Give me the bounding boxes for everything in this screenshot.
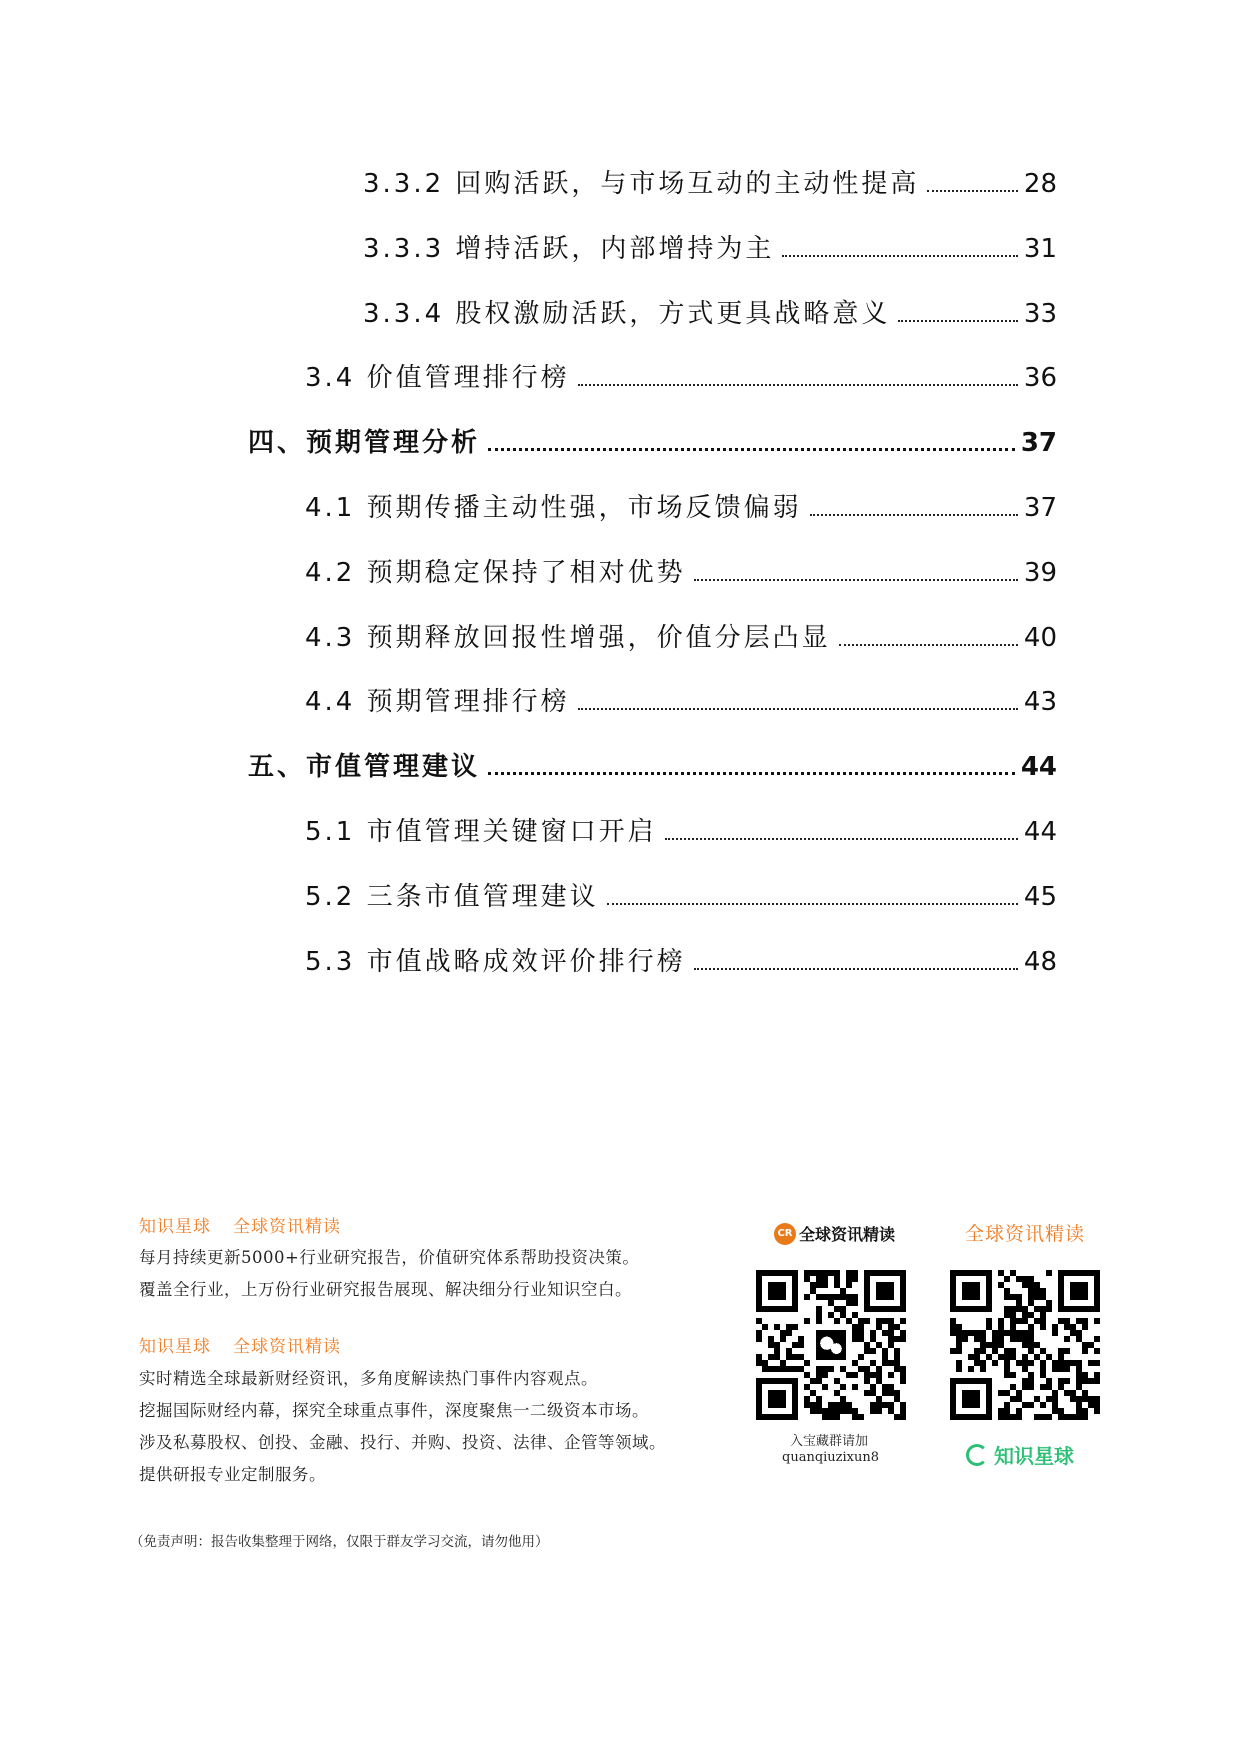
toc-entry[interactable] <box>248 746 1057 786</box>
toc-entry-title: 3.4 价值管理排行榜 <box>305 363 570 394</box>
toc-dot-leader <box>898 320 1017 322</box>
toc-entry-page: 36 <box>1023 363 1057 394</box>
toc-entry-page: 39 <box>1023 557 1057 588</box>
qr-left-caption-1: 入宝藏群请加 <box>790 1434 869 1449</box>
toc-dot-leader <box>578 708 1018 710</box>
toc-entry-page: 33 <box>1023 298 1057 329</box>
toc-entry-page: 37 <box>1023 493 1057 523</box>
block2-line-1: 实时精选全球最新财经资讯，多角度解读热门事件内容观点。 <box>139 1369 598 1388</box>
toc-entry[interactable] <box>248 422 1057 462</box>
toc-entry-page: 28 <box>1023 169 1057 199</box>
block1-line-2: 覆盖全行业，上万份行业研究报告展现、解决细分行业知识空白。 <box>139 1280 632 1299</box>
toc-dot-leader <box>927 190 1017 192</box>
toc-entry[interactable] <box>305 681 1057 721</box>
toc-entry-page: 40 <box>1023 622 1057 653</box>
toc-dot-leader <box>488 772 1015 775</box>
toc-entry-page: 45 <box>1023 881 1057 912</box>
toc-entry[interactable] <box>305 617 1057 657</box>
toc-dot-leader <box>694 968 1018 970</box>
toc-entry[interactable] <box>305 811 1057 851</box>
toc-entry-title: 5.3 市值战略成效评价排行榜 <box>305 946 686 977</box>
toc-entry-title: 3.3.3 增持活跃，内部增持为主 <box>363 233 775 264</box>
toc-entry-title: 4.4 预期管理排行榜 <box>305 687 570 718</box>
toc-entry[interactable] <box>305 552 1057 592</box>
toc-entry-title: 四、预期管理分析 <box>248 428 481 459</box>
block1-heading-a: 知识星球 <box>139 1217 211 1237</box>
toc-entry-page: 31 <box>1023 233 1057 264</box>
zsxq-logo-icon <box>966 1444 988 1466</box>
toc-dot-leader <box>665 838 1018 840</box>
qr-left-caption-2: quanqiuzixun8 <box>782 1450 880 1465</box>
toc-dot-leader <box>810 514 1018 516</box>
toc-entry-page: 44 <box>1023 817 1057 847</box>
block2-line-3: 涉及私募股权、创投、金融、投行、并购、投资、法律、企管等领域。 <box>139 1433 666 1452</box>
toc-dot-leader <box>488 448 1015 451</box>
toc-entry-title: 3.3.4 股权激励活跃，方式更具战略意义 <box>363 298 891 329</box>
toc-entry-title: 4.2 预期稳定保持了相对优势 <box>305 557 686 588</box>
toc-entry-title: 五、市值管理建议 <box>248 752 481 783</box>
toc-entry[interactable] <box>305 876 1057 916</box>
zsxq-qr-code <box>950 1270 1100 1420</box>
toc-entry[interactable] <box>305 357 1057 397</box>
block1-line-1: 每月持续更新5000+行业研究报告，价值研究体系帮助投资决策。 <box>139 1248 640 1267</box>
block2-heading <box>139 1332 341 1357</box>
toc-entry-title: 4.3 预期释放回报性增强，价值分层凸显 <box>305 622 831 653</box>
qr-right-title: 全球资讯精读 <box>965 1223 1086 1245</box>
block2-heading-b: 全球资讯精读 <box>233 1337 341 1357</box>
block2-heading-a: 知识星球 <box>139 1337 211 1357</box>
zsxq-brand-text: 知识星球 <box>994 1444 1074 1468</box>
toc-entry-page: 44 <box>1020 752 1057 783</box>
toc-entry[interactable] <box>363 293 1057 333</box>
block1-heading <box>139 1212 341 1237</box>
toc-dot-leader <box>578 384 1018 386</box>
disclaimer: （免责声明：报告收集整理于网络，仅限于群友学习交流，请勿他用） <box>130 1534 549 1550</box>
toc-entry-title: 5.1 市值管理关键窗口开启 <box>305 817 657 847</box>
toc-entry-title: 3.3.2 回购活跃，与市场互动的主动性提高 <box>363 169 920 199</box>
toc-entry-page: 37 <box>1020 428 1057 459</box>
wechat-qr-code <box>756 1270 906 1420</box>
cr-logo <box>774 1222 895 1245</box>
toc-dot-leader <box>839 644 1018 646</box>
toc-entry-page: 43 <box>1023 687 1057 718</box>
toc-entry[interactable] <box>363 163 1057 203</box>
zsxq-brand <box>966 1440 1074 1469</box>
toc-entry-title: 5.2 三条市值管理建议 <box>305 881 599 912</box>
toc-dot-leader <box>782 255 1017 257</box>
toc-dot-leader <box>694 579 1018 581</box>
block1-heading-b: 全球资讯精读 <box>233 1217 341 1237</box>
toc-entry[interactable] <box>305 487 1057 527</box>
toc-entry[interactable] <box>305 941 1057 981</box>
block2-line-4: 提供研报专业定制服务。 <box>139 1465 326 1484</box>
toc-entry-title: 4.1 预期传播主动性强，市场反馈偏弱 <box>305 493 802 523</box>
toc-entry[interactable] <box>363 228 1057 268</box>
toc-entry-page: 48 <box>1023 946 1057 977</box>
cr-logo-text: 全球资讯精读 <box>799 1225 896 1244</box>
cr-logo-badge: CR <box>774 1223 796 1245</box>
block2-line-2: 挖掘国际财经内幕，探究全球重点事件，深度聚焦一二级资本市场。 <box>139 1401 649 1420</box>
toc-dot-leader <box>607 903 1018 905</box>
